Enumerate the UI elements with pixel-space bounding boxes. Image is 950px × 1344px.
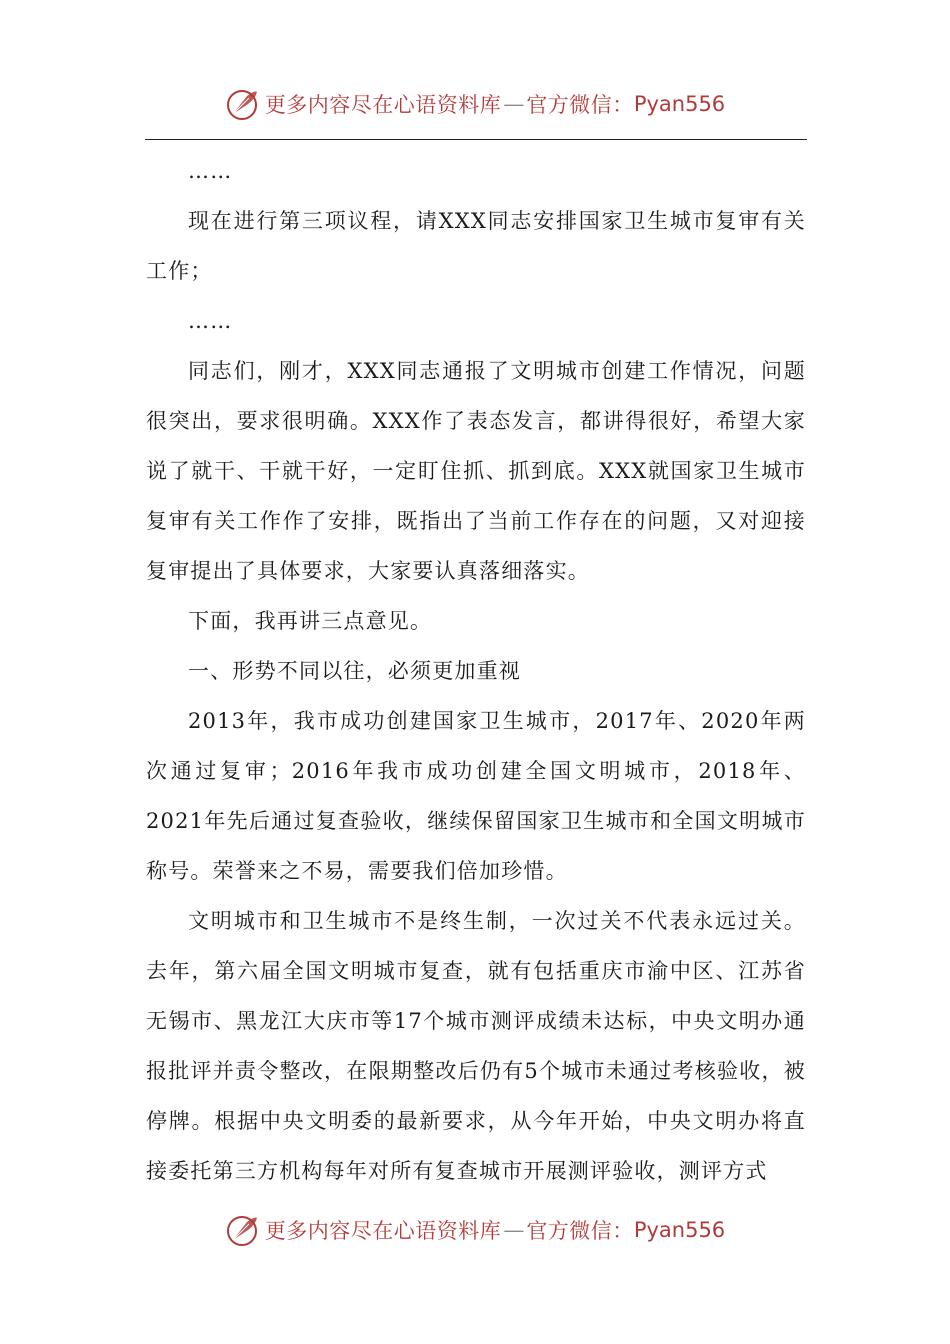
footer-brand-text: 更多内容尽在心语资料库 — [264, 1219, 502, 1243]
header-dash: — — [503, 92, 525, 116]
paragraph-ellipsis-2: …… — [188, 309, 233, 333]
paragraph-not-lifetime: 文明城市和卫生城市不是终生制，一次过关不代表永远过关。去年，第六届全国文明城市复查，就有包括重庆市渝中区、江苏省无锡市、黑龙江大庆市等17个城市测评成绩未达标，中央文明办通报批评并责令整改，在限期整改后仍有5个城市未通过考核验收，被停牌。根据中央文明委的最新要求，从今年开始，中央文明办将直接委托第三方机构每年对所有复查城市开展测评验收，测评方式 — [146, 909, 806, 1183]
section-heading-1: 一、形势不同以往，必须更加重视 — [188, 659, 521, 683]
header-divider — [145, 139, 807, 140]
footer-banner — [0, 1208, 950, 1252]
footer-dash: — — [503, 1218, 525, 1242]
paragraph-intro-opinions: 下面，我再讲三点意见。 — [188, 609, 433, 633]
feather-pen-logo-icon — [225, 1212, 261, 1248]
footer-wechat-id: Pyan556 — [633, 1218, 726, 1242]
header-wechat-id: Pyan556 — [633, 92, 726, 116]
paragraph-agenda-item-3: 现在进行第三项议程，请XXX同志安排国家卫生城市复审有关工作； — [146, 209, 806, 283]
feather-pen-logo-icon — [225, 86, 261, 122]
header-brand-text: 更多内容尽在心语资料库 — [264, 93, 502, 117]
paragraph-summary: 同志们，刚才，XXX同志通报了文明城市创建工作情况，问题很突出，要求很明确。XXX作了表态发言，都讲得很好，希望大家说了就干、干就干好，一定盯住抓、抓到底。XXX就国家卫生城市复审有关工作作了安排，既指出了当前工作存在的问题，又对迎接复审提出了具体要求，大家要认真落细落实。 — [146, 359, 806, 583]
paragraph-ellipsis-1: …… — [188, 159, 233, 183]
paragraph-history: 2013年，我市成功创建国家卫生城市，2017年、2020年两次通过复审；2016年我市成功创建全国文明城市，2018年、2021年先后通过复查验收，继续保留国家卫生城市和全国文明城市称号。荣誉来之不易，需要我们倍加珍惜。 — [146, 709, 806, 883]
footer-wechat-label: 官方微信： — [526, 1219, 634, 1243]
header-banner — [0, 82, 950, 126]
header-wechat-label: 官方微信： — [526, 93, 634, 117]
document-body — [146, 146, 806, 1196]
